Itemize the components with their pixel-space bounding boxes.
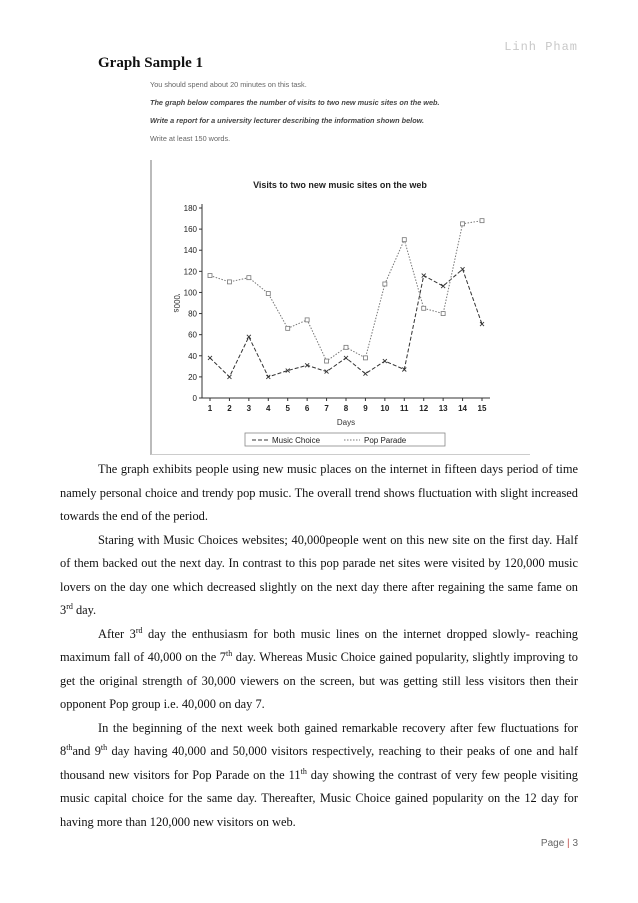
data-point-pop-parade [441, 312, 445, 316]
footer-label: Page [540, 838, 565, 849]
x-tick-label: 6 [304, 404, 310, 413]
data-point-music-choice [344, 356, 348, 360]
data-point-pop-parade [402, 238, 406, 242]
x-tick-label: 3 [246, 404, 252, 413]
footer-separator: | [567, 838, 570, 849]
y-tick-label: 100 [183, 288, 197, 298]
data-point-pop-parade [480, 219, 484, 223]
data-point-pop-parade [344, 345, 348, 349]
x-tick-label: 10 [380, 404, 390, 413]
x-tick-label: 7 [324, 404, 329, 413]
data-point-music-choice [363, 372, 367, 376]
y-tick-label: 120 [183, 267, 197, 277]
y-tick-label: 20 [188, 372, 197, 382]
data-point-pop-parade [305, 318, 309, 322]
y-axis-label: '000s [172, 293, 181, 313]
x-tick-label: 15 [477, 404, 487, 413]
task-line-3: Write a report for a university lecturer describing the information shown below. [150, 115, 425, 125]
y-tick-label: 60 [188, 330, 197, 340]
data-point-pop-parade [227, 280, 231, 284]
task-line-2: The graph below compares the number of visits to two new music sites on the web. [150, 97, 440, 107]
data-point-music-choice [208, 356, 212, 360]
data-point-pop-parade [266, 292, 270, 296]
data-point-music-choice [247, 335, 251, 339]
y-tick-label: 160 [183, 225, 197, 235]
x-tick-label: 8 [343, 404, 349, 413]
data-point-pop-parade [208, 274, 212, 278]
data-point-music-choice [422, 274, 426, 278]
y-tick-label: 40 [188, 351, 197, 361]
y-tick-label: 0 [192, 394, 197, 403]
data-point-music-choice [227, 375, 231, 379]
data-point-pop-parade [286, 326, 290, 330]
x-tick-label: 2 [227, 404, 232, 413]
x-tick-label: 14 [458, 404, 468, 413]
data-point-pop-parade [363, 356, 367, 360]
legend-label: Music Choice [272, 436, 321, 445]
paragraph-4: In the beginning of the next week both gained remarkable recovery after few fluctuations for 8thand 9th day having 40,000 and 50,000 visitors respectively, reaching to their peaks of one and half thousand new visitors for Pop Parade on the 11th day showing the contrast of very few people visiting music capital choice for the same day. Thereafter, Music Choice gained popularity on the 12 day for having more than 120,000 new visitors on web. [60, 720, 578, 829]
data-point-music-choice [383, 359, 387, 363]
x-tick-label: 9 [363, 404, 368, 413]
data-point-pop-parade [383, 282, 387, 286]
page-number: 3 [572, 838, 578, 849]
chart-legend [245, 433, 445, 446]
line-chart [150, 160, 530, 455]
paragraph-2: Staring with Music Choices websites; 40,000people went on this new site on the first day. Half of them backed out the next day. In contrast to this pop parade net sites were visited by 120,000 music lovers on the day one which decreased slightly on the next day there after regaining the same fame on 3rd day. [60, 532, 578, 617]
legend-label: Pop Parade [364, 436, 407, 445]
data-point-pop-parade [422, 306, 426, 310]
x-tick-label: 1 [207, 404, 213, 413]
page-footer [541, 838, 578, 849]
data-point-pop-parade [247, 276, 251, 280]
chart-title: Visits to two new music sites on the web [253, 180, 427, 190]
data-point-music-choice [441, 284, 445, 288]
x-axis-label: Days [336, 418, 356, 427]
x-tick-label: 4 [266, 404, 271, 413]
x-tick-label: 13 [438, 404, 448, 413]
x-tick-label: 5 [285, 404, 290, 413]
data-point-pop-parade [325, 359, 329, 363]
y-tick-label: 180 [183, 204, 197, 213]
task-line-1: You should spend about 20 minutes on this task. [150, 80, 307, 89]
page-heading: Graph Sample 1 [98, 55, 204, 71]
data-point-pop-parade [461, 222, 465, 226]
task-instructions [150, 80, 530, 143]
y-tick-label: 80 [188, 309, 197, 319]
task-line-4: Write at least 150 words. [150, 133, 231, 143]
x-tick-label: 12 [419, 404, 429, 413]
paragraph-3: After 3rd day the enthusiasm for both music lines on the internet dropped slowly- reaching maximum fall of 40,000 on the 7th day. Whereas Music Choice gained popularity, slightly improving to get the original strength of 30,000 viewers on the screen, but was getting still less visitors then their opponent Pop group i.e. 40,000 on day 7. [60, 625, 579, 711]
paragraph-1: The graph exhibits people using new music places on the internet in fifteen days period of time namely personal choice and trendy pop music. The overall trend shows fluctuation with slight increased towards the end of the period. [60, 462, 578, 523]
x-tick-label: 11 [400, 404, 409, 413]
essay-body [60, 458, 578, 834]
author-header: Linh Pham [504, 40, 578, 54]
y-tick-label: 140 [183, 246, 197, 256]
series-line-music-choice [210, 269, 482, 377]
